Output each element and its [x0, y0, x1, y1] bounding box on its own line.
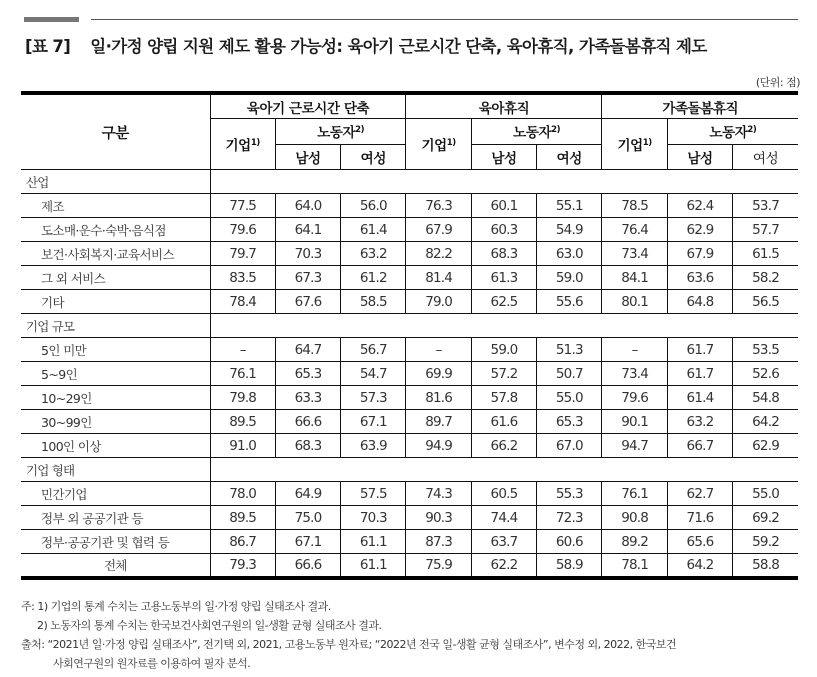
row-label: 기타 — [21, 290, 210, 314]
value-cell: 60.3 — [471, 218, 536, 242]
table-row — [21, 266, 798, 290]
value-cell: 90.1 — [602, 410, 667, 434]
value-cell: 61.7 — [667, 338, 732, 362]
value-cell: 90.8 — [602, 506, 667, 530]
table-row — [21, 410, 798, 434]
row-label: 정부 외 공공기관 등 — [21, 506, 210, 530]
value-cell: 55.0 — [537, 386, 602, 410]
value-cell: 66.7 — [667, 434, 732, 458]
value-cell: 60.6 — [537, 530, 602, 554]
footnote-1: 주: 1) 기업의 통계 수치는 고용노동부의 일·가정 양립 실태조사 결과. — [21, 600, 331, 613]
value-cell: 55.3 — [537, 482, 602, 506]
value-cell: 79.6 — [210, 218, 275, 242]
value-cell: 63.7 — [471, 530, 536, 554]
table-row — [21, 338, 798, 362]
header-group-parental-leave: 육아휴직 — [406, 93, 602, 119]
total-value-cell: 58.9 — [537, 554, 602, 578]
value-cell: 70.3 — [341, 506, 406, 530]
total-value-cell: 79.3 — [210, 554, 275, 578]
value-cell: 61.2 — [341, 266, 406, 290]
value-cell: 58.5 — [341, 290, 406, 314]
section-label: 산업 — [21, 170, 210, 194]
value-cell: 64.7 — [275, 338, 340, 362]
value-cell: 79.8 — [210, 386, 275, 410]
section-label: 기업 형태 — [21, 458, 210, 482]
value-cell: 68.3 — [275, 434, 340, 458]
value-cell: 79.0 — [406, 290, 471, 314]
value-cell: 51.3 — [537, 338, 602, 362]
value-cell: 81.4 — [406, 266, 471, 290]
total-value-cell: 64.2 — [667, 554, 732, 578]
value-cell: 68.3 — [471, 242, 536, 266]
table-title-text: 일·가정 양립 지원 제도 활용 가능성: 육아기 근로시간 단축, 육아휴직, 가족돌봄휴직 제도 — [90, 37, 707, 56]
value-cell: 62.5 — [471, 290, 536, 314]
value-cell: 55.0 — [733, 482, 798, 506]
row-label: 30~99인 — [21, 410, 210, 434]
table-row — [21, 290, 798, 314]
value-cell: – — [602, 338, 667, 362]
footnote-2: 2) 노동자의 통계 수치는 한국보건사회연구원의 일-생활 균형 실태조사 결과. — [37, 619, 382, 632]
value-cell: 62.9 — [733, 434, 798, 458]
value-cell: 76.1 — [210, 362, 275, 386]
table-row — [21, 530, 798, 554]
value-cell: 89.7 — [406, 410, 471, 434]
table-row — [21, 242, 798, 266]
value-cell: 64.8 — [667, 290, 732, 314]
value-cell: 76.3 — [406, 194, 471, 218]
value-cell: 94.9 — [406, 434, 471, 458]
title-rule-line — [91, 19, 798, 20]
value-cell: 89.5 — [210, 410, 275, 434]
header-group-reduced-hours: 육아기 근로시간 단축 — [210, 93, 406, 119]
table-notes — [21, 597, 676, 673]
value-cell: 89.5 — [210, 506, 275, 530]
row-label: 10~29인 — [21, 386, 210, 410]
value-cell: 83.5 — [210, 266, 275, 290]
value-cell: 87.3 — [406, 530, 471, 554]
total-value-cell: 66.6 — [275, 554, 340, 578]
value-cell: 61.5 — [733, 242, 798, 266]
table-row — [21, 434, 798, 458]
value-cell: 75.0 — [275, 506, 340, 530]
header-group-family-care-leave: 가족돌봄휴직 — [602, 93, 798, 119]
value-cell: 67.6 — [275, 290, 340, 314]
value-cell: 66.2 — [471, 434, 536, 458]
value-cell: 64.0 — [275, 194, 340, 218]
value-cell: 61.4 — [667, 386, 732, 410]
total-value-cell: 61.1 — [341, 554, 406, 578]
value-cell: 67.9 — [667, 242, 732, 266]
value-cell: 54.9 — [537, 218, 602, 242]
unit-label: (단위: 점) — [755, 76, 800, 89]
value-cell: 67.1 — [275, 530, 340, 554]
value-cell: 57.3 — [341, 386, 406, 410]
total-row — [21, 554, 798, 578]
row-label: 그 외 서비스 — [21, 266, 210, 290]
value-cell: 65.6 — [667, 530, 732, 554]
value-cell: 81.6 — [406, 386, 471, 410]
header-company: 기업$^{1)}$ — [602, 119, 667, 170]
total-label: 전체 — [21, 554, 210, 578]
section-header-row — [21, 458, 798, 482]
value-cell: 78.5 — [602, 194, 667, 218]
total-value-cell: 58.8 — [733, 554, 798, 578]
row-label: 제조 — [21, 194, 210, 218]
value-cell: 60.1 — [471, 194, 536, 218]
value-cell: 78.0 — [210, 482, 275, 506]
table-row — [21, 362, 798, 386]
section-header-row — [21, 314, 798, 338]
section-label: 기업 규모 — [21, 314, 210, 338]
value-cell: 69.9 — [406, 362, 471, 386]
table-row — [21, 482, 798, 506]
source-note-continued: 사회연구원의 원자료를 이용하여 필자 분석. — [53, 657, 251, 670]
value-cell: 57.7 — [733, 218, 798, 242]
section-blank-cell — [210, 170, 798, 194]
value-cell: 89.2 — [602, 530, 667, 554]
value-cell: 59.2 — [733, 530, 798, 554]
row-label: 5~9인 — [21, 362, 210, 386]
table-row — [21, 194, 798, 218]
row-label: 100인 이상 — [21, 434, 210, 458]
value-cell: 82.2 — [406, 242, 471, 266]
value-cell: 70.3 — [275, 242, 340, 266]
value-cell: 54.7 — [341, 362, 406, 386]
value-cell: 55.1 — [537, 194, 602, 218]
value-cell: 57.8 — [471, 386, 536, 410]
row-label: 5인 미만 — [21, 338, 210, 362]
row-label: 민간기업 — [21, 482, 210, 506]
statistics-table — [21, 91, 798, 580]
value-cell: 66.6 — [275, 410, 340, 434]
value-cell: 56.7 — [341, 338, 406, 362]
value-cell: 91.0 — [210, 434, 275, 458]
value-cell: 59.0 — [471, 338, 536, 362]
value-cell: 61.4 — [341, 218, 406, 242]
header-worker: 노동자$^{2)}$ — [667, 119, 798, 145]
header-male: 남성 — [667, 144, 732, 170]
value-cell: 63.6 — [667, 266, 732, 290]
value-cell: 65.3 — [537, 410, 602, 434]
value-cell: 72.3 — [537, 506, 602, 530]
value-cell: 63.3 — [275, 386, 340, 410]
table-title — [25, 33, 707, 57]
value-cell: 61.3 — [471, 266, 536, 290]
table-row — [21, 218, 798, 242]
value-cell: 76.4 — [602, 218, 667, 242]
section-blank-cell — [210, 458, 798, 482]
value-cell: 77.5 — [210, 194, 275, 218]
value-cell: 55.6 — [537, 290, 602, 314]
value-cell: 80.1 — [602, 290, 667, 314]
header-female: 여성 — [537, 144, 602, 170]
source-note: 출처: “2021년 일·가정 양립 실태조사”, 전기택 외, 2021, 고용노동부 원자료; “2022년 전국 일-생활 균형 실태조사”, 변수정 외, 2022, 한국보건 — [21, 638, 677, 651]
header-female: 여성 — [341, 144, 406, 170]
header-row-groups — [21, 93, 798, 119]
row-label: 정부·공공기관 및 협력 등 — [21, 530, 210, 554]
value-cell: 60.5 — [471, 482, 536, 506]
value-cell: 71.6 — [667, 506, 732, 530]
value-cell: 84.1 — [602, 266, 667, 290]
value-cell: 67.0 — [537, 434, 602, 458]
row-label: 보건·사회복지·교육서비스 — [21, 242, 210, 266]
value-cell: 63.9 — [341, 434, 406, 458]
value-cell: 58.2 — [733, 266, 798, 290]
header-gubun: 구분 — [21, 93, 210, 170]
value-cell: 61.6 — [471, 410, 536, 434]
section-header-row — [21, 170, 798, 194]
total-value-cell: 62.2 — [471, 554, 536, 578]
value-cell: 54.8 — [733, 386, 798, 410]
section-blank-cell — [210, 314, 798, 338]
value-cell: 57.2 — [471, 362, 536, 386]
table-body — [21, 170, 798, 578]
header-female: 여성 — [733, 144, 798, 170]
value-cell: 63.2 — [667, 410, 732, 434]
value-cell: 64.9 — [275, 482, 340, 506]
value-cell: 50.7 — [537, 362, 602, 386]
value-cell: 74.3 — [406, 482, 471, 506]
value-cell: 73.4 — [602, 362, 667, 386]
header-company: 기업$^{1)}$ — [210, 119, 275, 170]
value-cell: 67.9 — [406, 218, 471, 242]
table-row — [21, 506, 798, 530]
value-cell: 73.4 — [602, 242, 667, 266]
value-cell: 79.7 — [210, 242, 275, 266]
header-male: 남성 — [471, 144, 536, 170]
value-cell: 64.1 — [275, 218, 340, 242]
value-cell: – — [406, 338, 471, 362]
value-cell: 64.2 — [733, 410, 798, 434]
value-cell: 76.1 — [602, 482, 667, 506]
value-cell: 63.0 — [537, 242, 602, 266]
value-cell: 62.9 — [667, 218, 732, 242]
table-number: [표 7] — [25, 37, 71, 56]
value-cell: 67.1 — [341, 410, 406, 434]
value-cell: 69.2 — [733, 506, 798, 530]
value-cell: 53.7 — [733, 194, 798, 218]
value-cell: 52.6 — [733, 362, 798, 386]
row-label: 도소매·운수·숙박·음식점 — [21, 218, 210, 242]
total-value-cell: 75.9 — [406, 554, 471, 578]
value-cell: 67.3 — [275, 266, 340, 290]
header-worker: 노동자$^{2)}$ — [275, 119, 406, 145]
header-worker: 노동자$^{2)}$ — [471, 119, 602, 145]
value-cell: 62.4 — [667, 194, 732, 218]
title-accent-bar — [24, 17, 79, 22]
value-cell: 61.1 — [341, 530, 406, 554]
value-cell: 53.5 — [733, 338, 798, 362]
value-cell: 94.7 — [602, 434, 667, 458]
value-cell: 65.3 — [275, 362, 340, 386]
value-cell: 62.7 — [667, 482, 732, 506]
total-value-cell: 78.1 — [602, 554, 667, 578]
value-cell: 63.2 — [341, 242, 406, 266]
value-cell: 59.0 — [537, 266, 602, 290]
value-cell: 74.4 — [471, 506, 536, 530]
value-cell: 79.6 — [602, 386, 667, 410]
value-cell: – — [210, 338, 275, 362]
value-cell: 57.5 — [341, 482, 406, 506]
value-cell: 56.5 — [733, 290, 798, 314]
value-cell: 56.0 — [341, 194, 406, 218]
value-cell: 61.7 — [667, 362, 732, 386]
table-row — [21, 386, 798, 410]
value-cell: 86.7 — [210, 530, 275, 554]
header-male: 남성 — [275, 144, 340, 170]
value-cell: 78.4 — [210, 290, 275, 314]
value-cell: 90.3 — [406, 506, 471, 530]
header-company: 기업$^{1)}$ — [406, 119, 471, 170]
